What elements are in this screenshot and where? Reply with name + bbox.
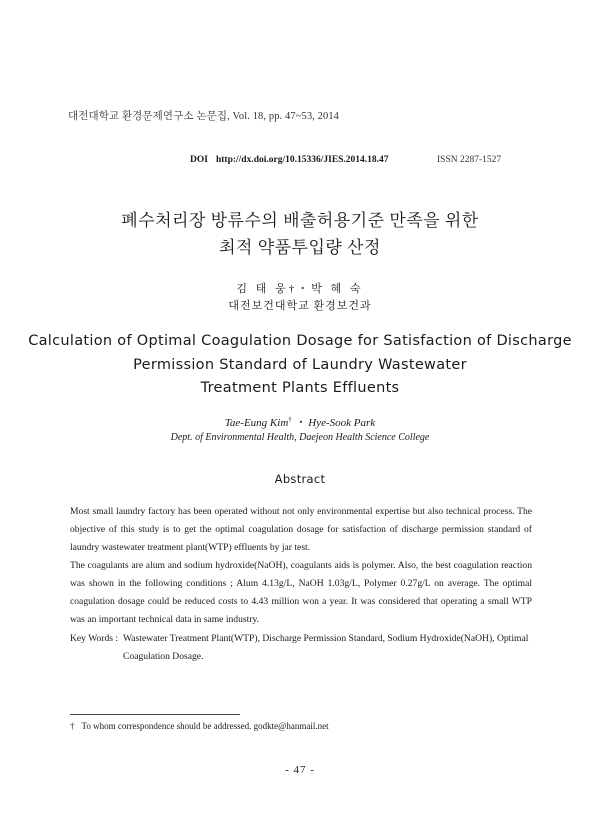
- english-title-line-3: Treatment Plants Effluents: [200, 380, 400, 396]
- abstract-heading: Abstract: [274, 472, 326, 486]
- doi-line: [0, 155, 600, 169]
- korean-title-line-2: 최적 약품투입량 산정: [219, 238, 381, 257]
- journal-citation: 대전대학교 환경문제연구소 논문집, Vol. 18, pp. 47~53, 2014: [68, 111, 340, 122]
- footnote-text: To whom correspondence should be addressed. godkte@hanmail.net: [81, 721, 329, 731]
- korean-title-line-1: 폐수처리장 방류수의 배출허용기준 만족을 위한: [121, 211, 479, 230]
- issn: ISSN 2287-1527: [437, 155, 502, 165]
- korean-authors: 김 태 웅†・박 혜 숙: [236, 283, 364, 295]
- footnote-mark: †: [70, 721, 75, 731]
- keywords-text: Wastewater Treatment Plant(WTP), Discharge Permission Standard, Sodium Hydroxide(NaOH), Optimal Coagulation Dosage.: [123, 633, 529, 662]
- doi[interactable]: [190, 155, 389, 165]
- abstract-body: [70, 503, 532, 629]
- doi-link[interactable]: http://dx.doi.org/10.15336/JIES.2014.18.47: [215, 155, 389, 165]
- footnote-divider: [70, 714, 240, 715]
- english-title-line-1: Calculation of Optimal Coagulation Dosage for Satisfaction of Discharge: [28, 333, 572, 349]
- abstract-paragraph-1: Most small laundry factory has been operated without not only environmental expertise but also technical process. The objective of this study is to get the optimal coagulation dosage for satisfaction of discharge permission standard of laundry wastewater treatment plant(WTP) effluents by jar test.: [70, 506, 532, 553]
- footnote: [70, 721, 329, 731]
- author-1: Tae-Eung Kim: [224, 417, 289, 429]
- author-separator: ・: [291, 417, 309, 429]
- abstract-paragraph-2: The coagulants are alum and sodium hydroxide(NaOH), coagulants aids is polymer. Also, the best coagulation reaction was shown in the following conditions ; Alum 4.13g/L, NaOH 1.03g/L, Polymer 0.27g/L on average. The optimal coagulation dosage could be reduced costs to 4.43 million won a year. It was considered that operating a small WTP was an important technical data in same industry.: [70, 560, 532, 625]
- english-title-line-2: Permission Standard of Laundry Wastewater: [133, 357, 467, 373]
- doi-label: DOI: [190, 155, 208, 165]
- korean-affiliation: 대전보건대학교 환경보건과: [228, 300, 372, 312]
- english-authors: [0, 414, 600, 430]
- corresponding-author-mark: †: [288, 415, 292, 424]
- author-2: Hye-Sook Park: [308, 417, 376, 429]
- english-affiliation: Dept. of Environmental Health, Daejeon Health Science College: [170, 432, 430, 443]
- page-number: - 47 -: [285, 764, 315, 776]
- keywords: [70, 630, 540, 666]
- keywords-label: Key Words :: [70, 633, 119, 644]
